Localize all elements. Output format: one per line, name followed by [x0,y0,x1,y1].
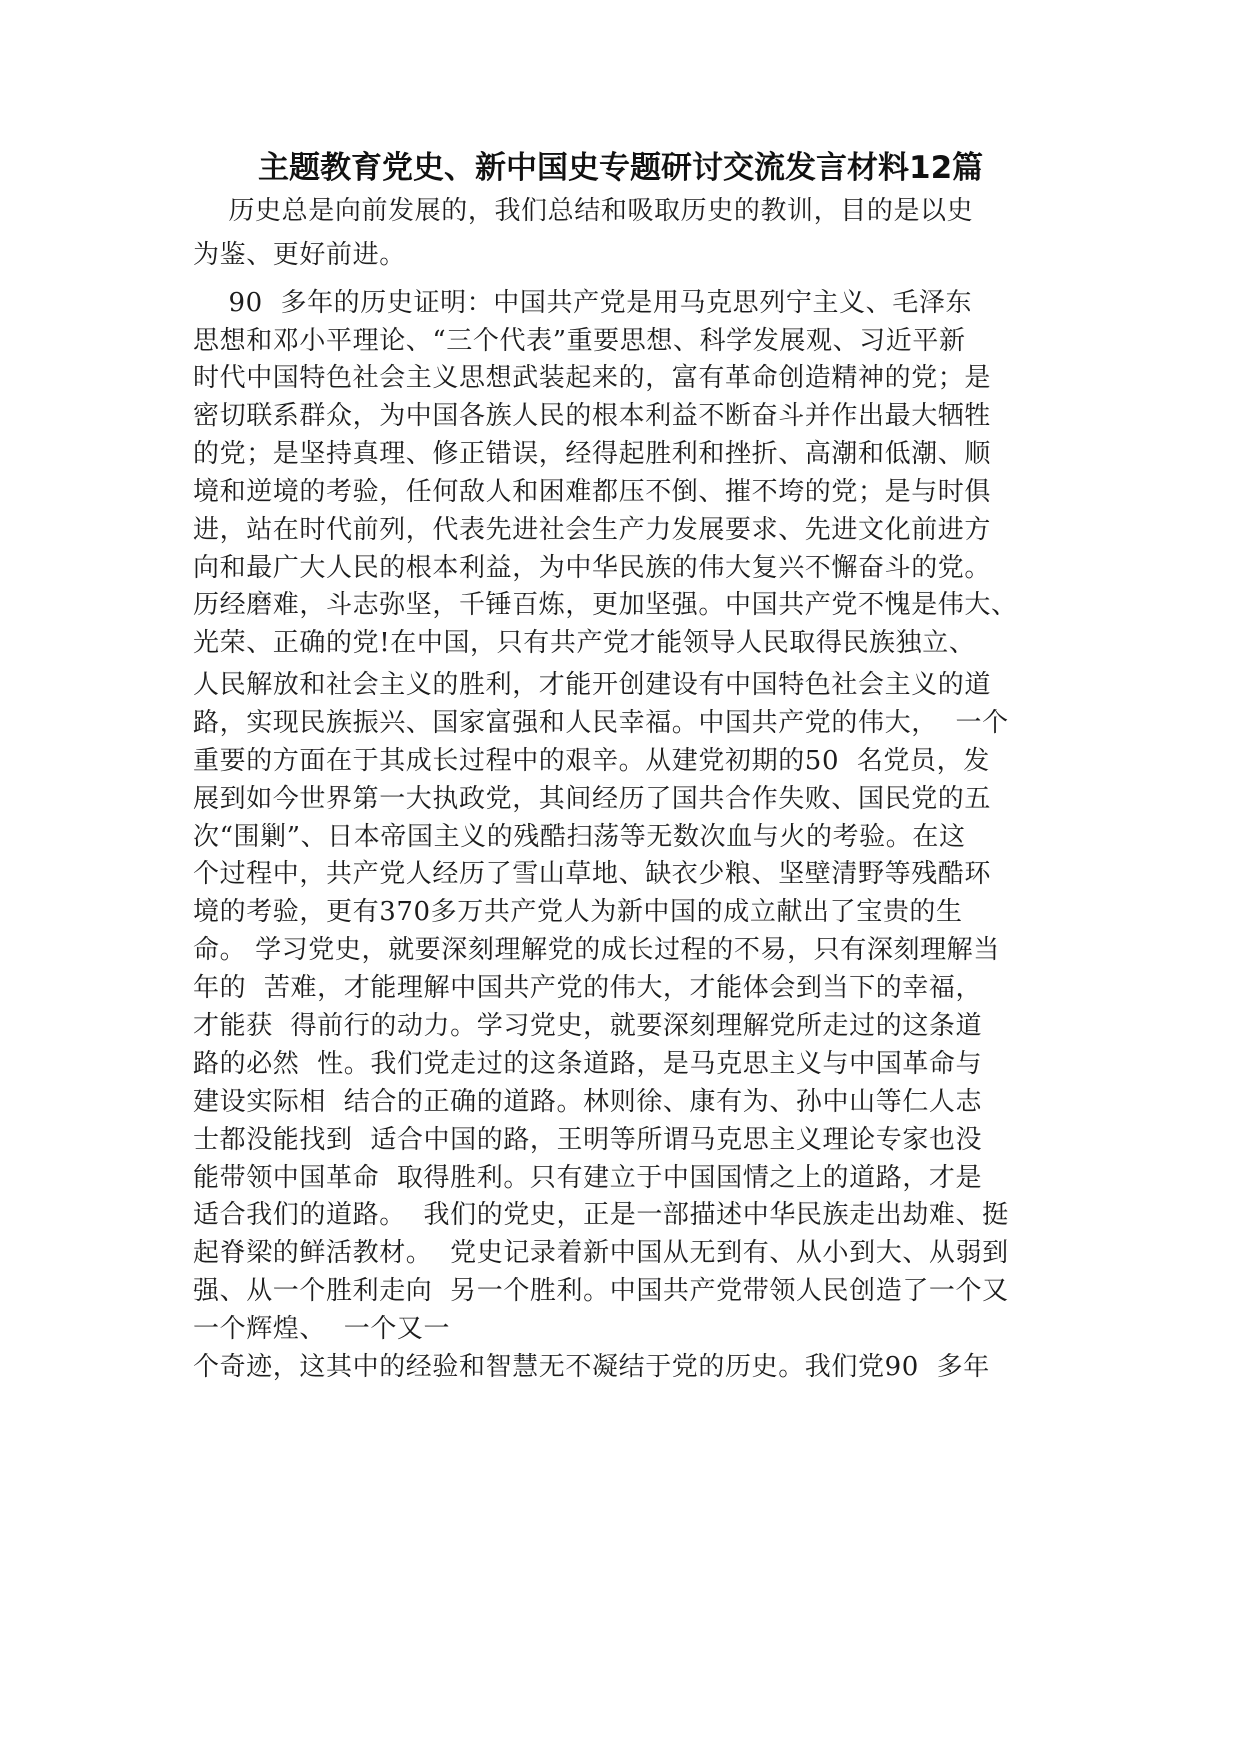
text-line: 个奇迹，这其中的经验和智慧无不凝结于党的历史。我们党90 多年 [193,1352,990,1382]
text-line: 的党；是坚持真理、修正错误，经得起胜利和挫折、高潮和低潮、顺 [193,439,992,469]
text-line: 境的考验，更有370多万共产党人为新中国的成立献出了宝贵的生 [193,897,963,927]
text-line: 境和逆境的考验，任何敌人和困难都压不倒、摧不垮的党；是与时俱 [193,477,992,507]
text-line: 能带领中国革命 取得胜利。只有建立于中国国情之上的道路，才是 [193,1163,983,1193]
text-line: 思想和邓小平理论、“三个代表”重要思想、科学发展观、习近平新 [193,326,966,356]
text-line: 起脊梁的鲜活教材。 党史记录着新中国从无到有、从小到大、从弱到 [193,1238,1009,1268]
text-line: 个过程中，共产党人经历了雪山草地、缺衣少粮、坚壁清野等残酷环 [193,859,992,889]
text-line: 密切联系群众，为中国各族人民的根本利益不断奋斗并作出最大牺牲 [193,401,992,431]
text-line: 光荣、正确的党!在中国，只有共产党才能领导人民取得民族独立、 [193,628,976,658]
text-line: 历史总是向前发展的，我们总结和吸取历史的教训，目的是以史 [193,196,974,226]
text-line: 重要的方面在于其成长过程中的艰辛。从建党初期的50 名党员，发 [193,746,990,776]
text-line: 路，实现民族振兴、国家富强和人民幸福。中国共产党的伟大， 一个 [193,708,1009,738]
text-line: 时代中国特色社会主义思想武装起来的，富有革命创造精神的党；是 [193,363,992,393]
text-line: 人民解放和社会主义的胜利，才能开创建设有中国特色社会主义的道 [193,670,992,700]
text-line: 向和最广大人民的根本利益，为中华民族的伟大复兴不懈奋斗的党。 [193,553,992,583]
text-line: 才能获 得前行的动力。学习党史，就要深刻理解党所走过的这条道 [193,1011,983,1041]
text-line: 进，站在时代前列，代表先进社会生产力发展要求、先进文化前进方 [193,515,992,545]
text-line: 士都没能找到 适合中国的路，王明等所谓马克思主义理论专家也没 [193,1125,983,1155]
text-line: 建设实际相 结合的正确的道路。林则徐、康有为、孙中山等仁人志 [193,1087,983,1117]
text-line: 路的必然 性。我们党走过的这条道路，是马克思主义与中国革命与 [193,1049,983,1079]
document-title: 主题教育党史、新中国史专题研讨交流发言材料12篇 [258,150,984,186]
text-line: 次“围剿”、日本帝国主义的残酷扫荡等无数次血与火的考验。在这 [193,822,966,852]
text-line: 历经磨难，斗志弥坚，千锤百炼，更加坚强。中国共产党不愧是伟大、 [193,590,1018,620]
text-line: 展到如今世界第一大执政党，其间经历了国共合作失败、国民党的五 [193,784,992,814]
text-line: 命。 学习党史，就要深刻理解党的成长过程的不易，只有深刻理解当 [193,935,1000,965]
text-line: 为鉴、更好前进。 [193,240,406,270]
text-line: 90 多年的历史证明：中国共产党是用马克思列宁主义、毛泽东 [193,288,973,318]
text-line: 年的 苦难，才能理解中国共产党的伟大，才能体会到当下的幸福， [193,973,983,1003]
text-line: 一个辉煌、 一个又一 [193,1314,451,1344]
text-line: 适合我们的道路。 我们的党史，正是一部描述中华民族走出劫难、挺 [193,1200,1009,1230]
text-line: 强、从一个胜利走向 另一个胜利。中国共产党带领人民创造了一个又 [193,1276,1009,1306]
